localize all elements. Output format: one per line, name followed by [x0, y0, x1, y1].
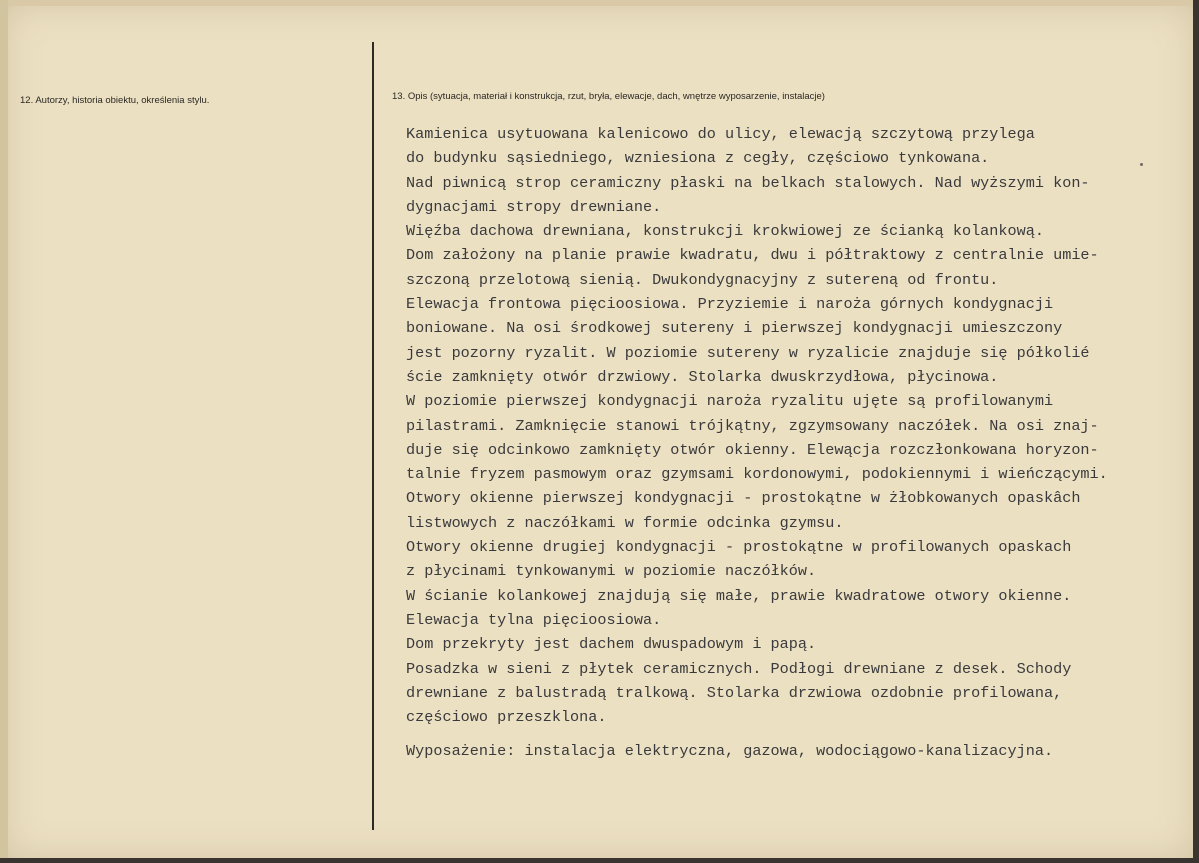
description-line: W ścianie kolankowej znajdują się małe, prawie kwadratowe otwory okienne.: [406, 586, 1072, 605]
column-divider: [372, 42, 374, 830]
description-line: Nad piwnicą strop ceramiczny płaski na belkach stalowych. Nad wyższymi kon-: [406, 173, 1090, 192]
card-right-edge: [1193, 0, 1199, 863]
paragraph-gap: [406, 729, 1186, 739]
description-line: ście zamknięty otwór drzwiowy. Stolarka dwuskrzydłowa, płycinowa.: [406, 367, 999, 386]
description-line: szczoną przelotową sienią. Dwukondygnacyjny z sutereną od frontu.: [406, 270, 999, 289]
description-line: W poziomie pierwszej kondygnacji naroża ryzalitu ujęte są profilowanymi: [406, 392, 1054, 411]
description-line: z płycinami tynkowanymi w poziomie naczółków.: [406, 562, 817, 581]
description-line: Więźba dachowa drewniana, konstrukcji krokwiowej ze ścianką kolankową.: [406, 222, 1044, 241]
description-line: jest pozorny ryzalit. W poziomie sutereny w ryzalicie znajduje się półkolié: [406, 343, 1090, 362]
description-line: Otwory okienne pierwszej kondygnacji - prostokątne w żłobkowanych opaskâch: [406, 489, 1081, 508]
card-top-edge: [0, 0, 1199, 6]
paper-spot: [1140, 163, 1143, 166]
description-line: talnie fryzem pasmowym oraz gzymsami kordonowymi, podokiennymi i wieńczącymi.: [406, 465, 1108, 484]
field-12-label: 12. Autorzy, historia obiektu, określenia stylu.: [20, 95, 210, 106]
description-line: duje się odcinkowo zamknięty otwór okienny. Elewącja rozczłonkowana horyzon-: [406, 440, 1099, 459]
description-line: pilastrami. Zamknięcie stanowi trójkątny, zgzymsowany naczółek. Na osi znaj-: [406, 416, 1099, 435]
card-left-edge: [0, 0, 8, 863]
description-text: [406, 122, 1186, 764]
description-line: drewniane z balustradą tralkową. Stolarka drzwiowa ozdobnie profilowana,: [406, 683, 1063, 702]
card-bottom-edge: [0, 858, 1199, 863]
field-13-label: 13. Opis (sytuacja, materiał i konstrukcja, rzut, bryła, elewacje, dach, wnętrze wyposarzenie, instalacje): [392, 91, 825, 102]
description-line: boniowane. Na osi środkowej sutereny i pierwszej kondygnacji umieszczony: [406, 319, 1063, 338]
description-line: częściowo przeszklona.: [406, 708, 607, 727]
description-line: listwowych z naczółkami w formie odcinka gzymsu.: [406, 513, 844, 532]
description-line: dygnacjami stropy drewniane.: [406, 197, 662, 216]
description-line: Kamienica usytuowana kalenicowo do ulicy, elewacją szczytową przylega: [406, 125, 1035, 143]
description-line: Elewacja tylna pięcioosiowa.: [406, 610, 662, 629]
description-line: Dom przekryty jest dachem dwuspadowym i papą.: [406, 635, 817, 654]
equipment-line: Wyposażenie: instalacja elektryczna, gazowa, wodociągowo-kanalizacyjna.: [406, 742, 1054, 761]
description-line: Elewacja frontowa pięcioosiowa. Przyziemie i naroża górnych kondygnacji: [406, 295, 1054, 314]
description-line: Posadzka w sieni z płytek ceramicznych. Podłogi drewniane z desek. Schody: [406, 659, 1072, 678]
description-line: do budynku sąsiedniego, wzniesiona z cegły, częściowo tynkowana.: [406, 149, 990, 168]
description-line: Dom założony na planie prawie kwadratu, dwu i półtraktowy z centralnie umie-: [406, 246, 1099, 265]
description-line: Otwory okienne drugiej kondygnacji - prostokątne w profilowanych opaskach: [406, 538, 1072, 557]
